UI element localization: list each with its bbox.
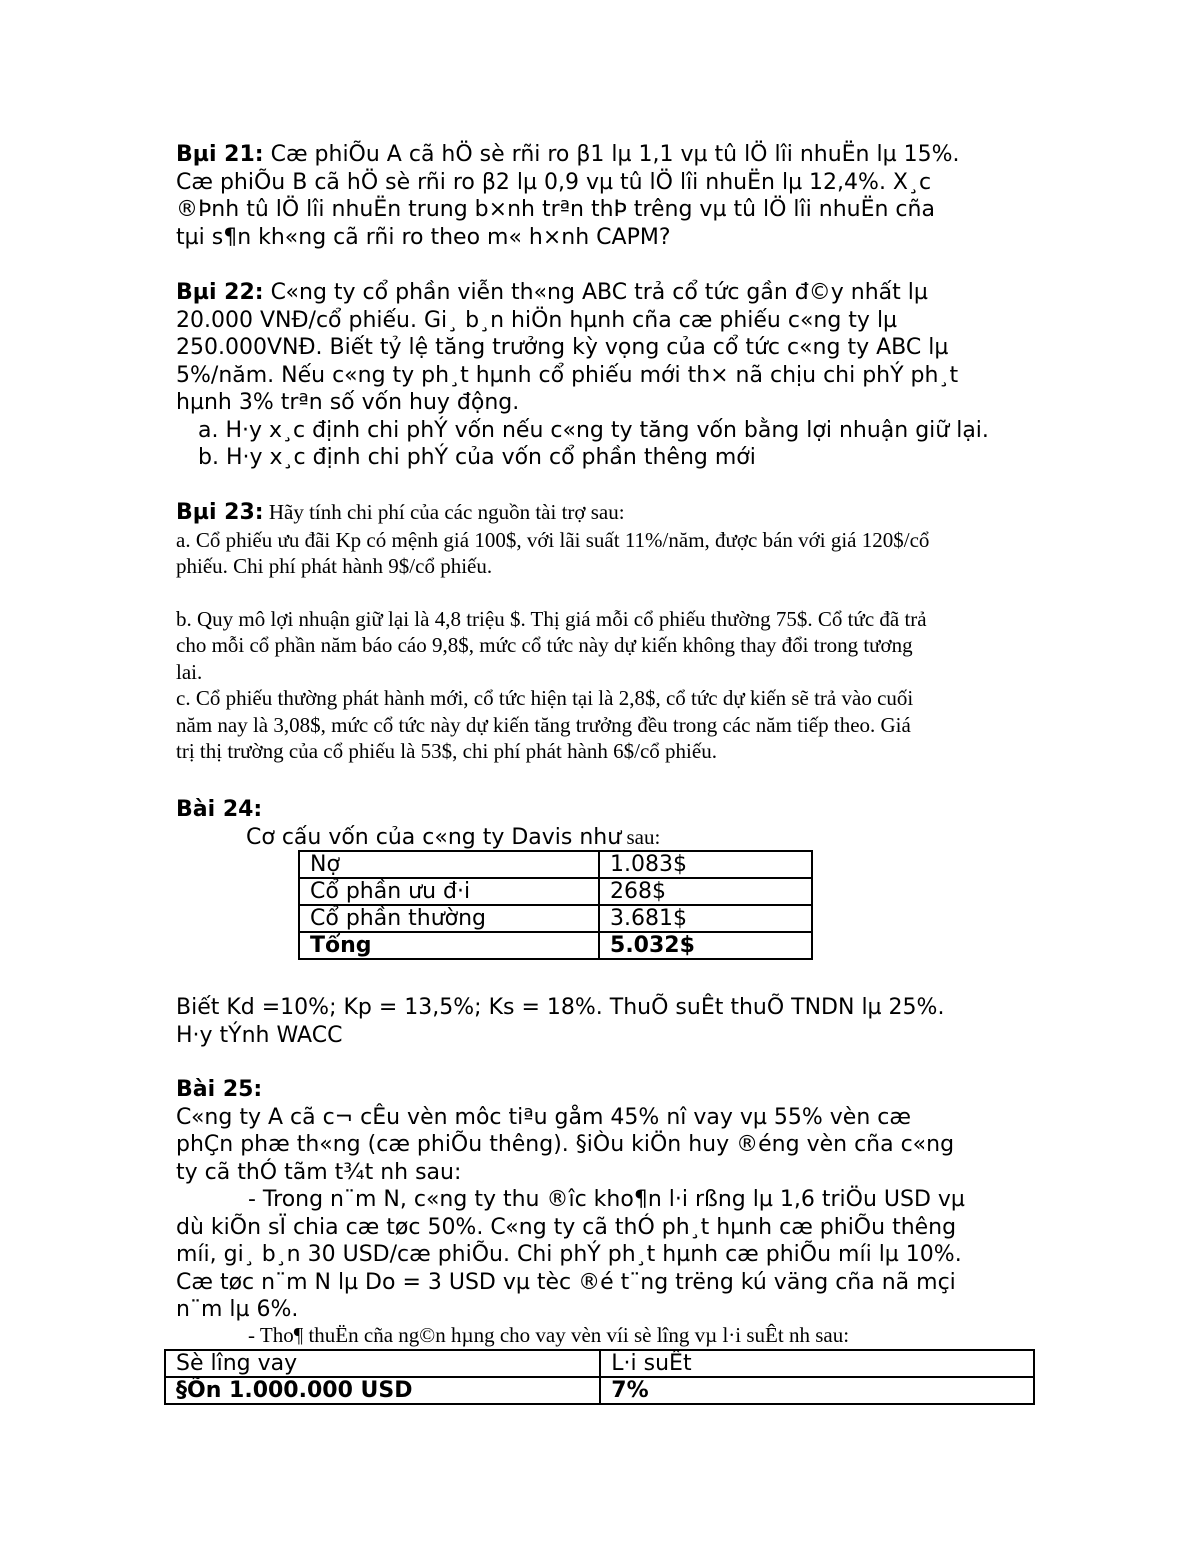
exercise-21-line-4: tµi s¶n kh«ng cã rñi ro theo m« h×nh CAPM? bbox=[176, 224, 671, 250]
exercise-23-a-line-2: phiếu. Chi phí phát hành 9$/cổ phiếu. bbox=[176, 554, 493, 578]
table-row bbox=[299, 905, 812, 932]
exercise-25-p2-line-5: n¨m lµ 6%. bbox=[176, 1297, 299, 1322]
loan-table bbox=[164, 1349, 1035, 1405]
capital-structure-table bbox=[298, 850, 813, 960]
exercise-23-a-line-1: a. Cổ phiếu ưu đãi Kp có mệnh giá 100$, với lãi suất 11%/năm, được bán với giá 120$/cổ bbox=[176, 527, 930, 552]
exercise-23-b-line-1: b. Quy mô lợi nhuận giữ lại là 4,8 triệu $. Thị giá mỗi cổ phiếu thường 75$. Cổ tức đã trả bbox=[176, 606, 927, 631]
exercise-21-line-3: ®Þnh tû lÖ lîi nhuËn trung b×nh trªn thÞ trêng vµ tû lÖ lîi nhuËn cña bbox=[176, 197, 935, 222]
exercise-21 bbox=[176, 141, 1024, 251]
exercise-24-intro-serif: sau: bbox=[621, 825, 661, 849]
exercise-24-line-2: H·y tÝnh WACC bbox=[176, 1022, 343, 1048]
table-row-total bbox=[299, 932, 812, 959]
exercise-25-line-3: ty cã thÓ tãm t¾t nh sau: bbox=[176, 1159, 462, 1185]
exercise-22 bbox=[176, 279, 1024, 472]
table-row bbox=[299, 878, 812, 905]
table-cell-value: 5.032$ bbox=[599, 932, 812, 959]
exercise-22-line-4: 5%/năm. Nếu c«ng ty ph¸t hµnh cổ phiếu mới th× nã chịu chi phÝ ph¸t bbox=[176, 362, 959, 388]
exercise-25-p2-line-2: dù kiÕn sÏ chia cæ tøc 50%. C«ng ty cã thÓ ph¸t hµnh cæ phiÕu thêng bbox=[176, 1214, 957, 1240]
exercise-22-item-a: a. H·y x¸c định chi phÝ vốn nếu c«ng ty tăng vốn bằng lợi nhuận giữ lại. bbox=[198, 417, 989, 443]
table-header-row bbox=[165, 1350, 1034, 1377]
exercise-23-b-line-3: lai. bbox=[176, 659, 203, 684]
exercise-22-title: Bµi 22: bbox=[176, 280, 264, 305]
table-cell-label: Cổ phần thường bbox=[299, 905, 599, 932]
exercise-22-line-3: 250.000VNĐ. Biết tỷ lệ tăng trưởng kỳ vọng của cổ tức c«ng ty ABC lµ bbox=[176, 335, 949, 360]
exercise-25-p2-line-1: - Trong n¨m N, c«ng ty thu ®îc kho¶n l·i rßng lµ 1,6 triÖu USD vµ bbox=[248, 1187, 965, 1212]
exercise-25-line-2: phÇn phæ th«ng (cæ phiÕu thêng). §iÒu kiÖn huy ®éng vèn cña c«ng bbox=[176, 1132, 955, 1157]
exercise-25-p2-line-4: Cæ tøc n¨m N lµ Do = 3 USD vµ tèc ®é t¨ng trëng kú väng cña nã mçi bbox=[176, 1269, 956, 1295]
table-row bbox=[165, 1377, 1034, 1404]
exercise-25 bbox=[176, 1076, 1024, 1324]
table-cell-loan-amount: §Õn 1.000.000 USD bbox=[165, 1377, 600, 1404]
exercise-24-intro bbox=[176, 824, 1094, 852]
table-cell-label: Cổ phần ưu đ·i bbox=[299, 878, 599, 905]
exercise-24-title: Bài 24: bbox=[176, 797, 263, 822]
exercise-25-p2-line-3: míi, gi¸ b¸n 30 USD/cæ phiÕu. Chi phÝ ph¸t hµnh cæ phiÕu míi lµ 10%. bbox=[176, 1242, 962, 1267]
exercise-23-c-line-1: c. Cổ phiếu thường phát hành mới, cổ tức hiện tại là 2,8$, cổ tức dự kiến sẽ trả vào cuối bbox=[176, 686, 914, 710]
exercise-22-line-5: hµnh 3% trªn số vốn huy động. bbox=[176, 390, 520, 415]
exercise-23-c-line-3: trị thị trường của cổ phiếu là 53$, chi phí phát hành 6$/cổ phiếu. bbox=[176, 739, 717, 763]
exercise-25-p3: - Tho¶ thuËn cña ng©n hµng cho vay vèn víi sè lîng vµ l·i suÊt nh sau: bbox=[248, 1323, 850, 1347]
exercise-21-title: Bµi 21: bbox=[176, 142, 264, 167]
table-cell-label: Tổng bbox=[299, 932, 599, 959]
exercise-24-line-1: Biết Kd =10%; Kp = 13,5%; Ks = 18%. ThuÕ suÊt thuÕ TNDN lµ 25%. bbox=[176, 995, 945, 1020]
exercise-23-title: Bµi 23: bbox=[176, 500, 264, 525]
table-cell-value: 268$ bbox=[599, 878, 812, 905]
exercise-23 bbox=[176, 499, 1024, 765]
table-cell-label: Nợ bbox=[299, 851, 599, 878]
exercise-24-body bbox=[176, 994, 1024, 1049]
exercise-24-heading bbox=[176, 796, 1024, 824]
exercise-23-c-line-2: năm nay là 3,08$, mức cổ tức này dự kiến tăng trưởng đều trong các năm tiếp theo. Giá bbox=[176, 712, 911, 737]
table-cell-interest-rate: 7% bbox=[600, 1377, 1034, 1404]
table-header-interest-rate: L·i suÊt bbox=[600, 1350, 1034, 1377]
exercise-22-line-2: 20.000 VNĐ/cổ phiếu. Gi¸ b¸n hiÖn hµnh cña cæ phiếu c«ng ty lµ bbox=[176, 307, 898, 333]
table-header-loan-amount: Sè lîng vay bbox=[165, 1350, 600, 1377]
exercise-25-title: Bài 25: bbox=[176, 1077, 263, 1102]
table-cell-value: 1.083$ bbox=[599, 851, 812, 878]
table-cell-value: 3.681$ bbox=[599, 905, 812, 932]
exercise-22-line-1: C«ng ty cổ phần viễn th«ng ABC trả cổ tức gần đ©y nhất lµ bbox=[270, 280, 928, 305]
exercise-22-item-b: b. H·y x¸c định chi phÝ của vốn cổ phần thêng mới bbox=[198, 445, 756, 470]
exercise-25-line-1: C«ng ty A cã c¬ cÊu vèn môc tiªu gåm 45% nî vay vµ 55% vèn cæ bbox=[176, 1104, 911, 1130]
exercise-23-intro: Hãy tính chi phí của các nguồn tài trợ sau: bbox=[268, 500, 625, 524]
exercise-24-intro-sans: Cơ cấu vốn của c«ng ty Davis như bbox=[246, 825, 622, 850]
exercise-23-b-line-2: cho mỗi cổ phần năm báo cáo 9,8$, mức cổ tức này dự kiến không thay đổi trong tương bbox=[176, 633, 913, 657]
exercise-21-line-1: Cæ phiÕu A cã hÖ sè rñi ro β1 lµ 1,1 vµ tû lÖ lîi nhuËn lµ 15%. bbox=[270, 142, 960, 167]
table-row bbox=[299, 851, 812, 878]
exercise-21-line-2: Cæ phiÕu B cã hÖ sè rñi ro β2 lµ 0,9 vµ tû lÖ lîi nhuËn lµ 12,4%. X¸c bbox=[176, 169, 932, 195]
